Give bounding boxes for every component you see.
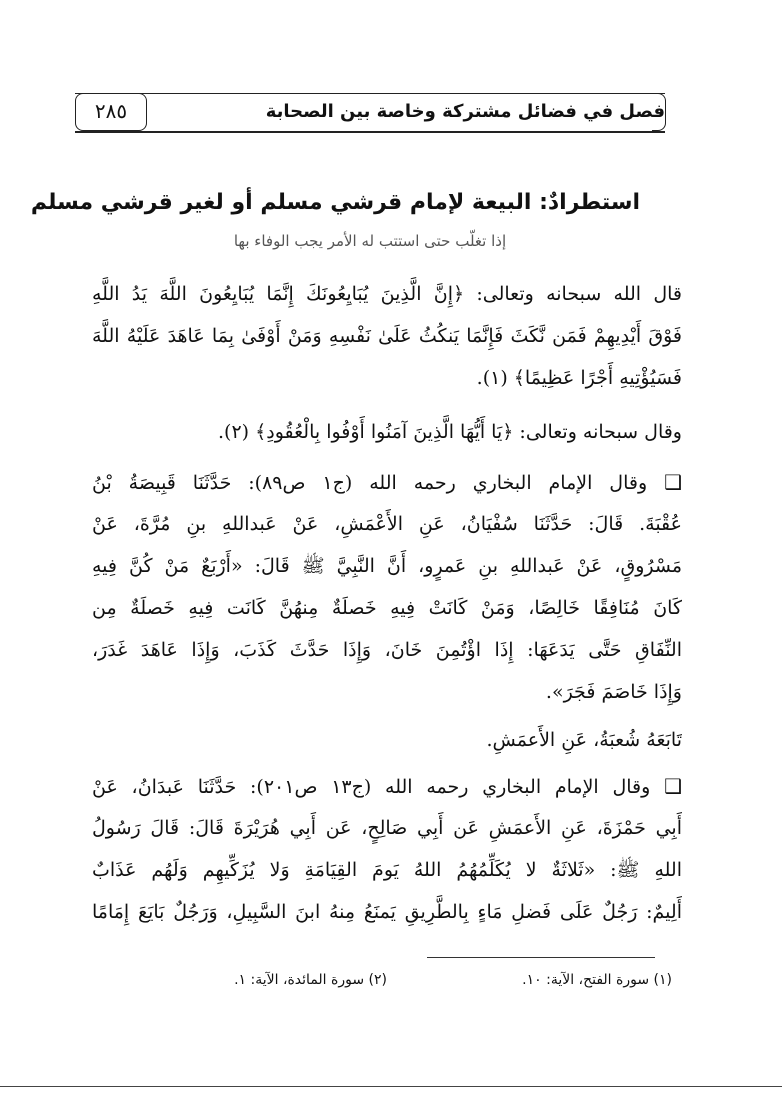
footnote-divider (427, 957, 655, 958)
footnote-2: (٢) سورة المائدة، الآية: ١. (234, 972, 387, 988)
running-header-title: فصل في فضائل مشتركة وخاصة بين الصحابة (265, 101, 665, 122)
hadith-1-line-5: النِّفَاقِ حَتَّى يَدَعَهَا: إِذَا اؤْتُمِنَ خَانَ، وَإِذَا حَدَّثَ كَذَبَ، وَإِذَا عَاهَدَ غَدَرَ، (92, 639, 682, 661)
body-line-4: وقال سبحانه وتعالى: ﴿يَا أَيُّهَا الَّذِينَ آمَنُوا أَوْفُوا بِالْعُقُودِ﴾ (٢). (217, 421, 682, 443)
hadith-1-line-1-text: وقال الإمام البخاري رحمه الله (ج١ ص٨٩): حَدَّثَنَا قَبِيصَةُ بْنُ (92, 472, 648, 494)
body-line-1: قال الله سبحانه وتعالى: ﴿إِنَّ الَّذِينَ يُبَايِعُونَكَ إِنَّمَا يُبَايِعُونَ اللَّهَ يَدُ اللَّهِ (92, 283, 682, 305)
hadith-1-line-1 (92, 462, 682, 503)
header-bracket (652, 93, 666, 131)
body-line-2: فَوْقَ أَيْدِيهِمْ فَمَن نَّكَثَ فَإِنَّمَا يَنكُثُ عَلَىٰ نَفْسِهِ وَمَنْ أَوْفَىٰ بِمَا عَاهَدَ عَلَيْهُ اللَّهَ (92, 325, 682, 347)
hadith-2-line-4: أَلِيمٌ: رَجُلٌ عَلَى فَضلِ مَاءٍ بِالطَّرِيقِ يَمنَعُ مِنهُ ابنَ السَّبِيلِ، وَرَجُلٌ بَايَعَ إِمَامًا (92, 901, 682, 923)
hadith-2-line-3: اللهِ ﷺ: «ثَلاثَةٌ لا يُكَلِّمُهُمُ اللهُ يَومَ القِيَامَةِ وَلا يُزَكِّيهِم وَلَهُم عَذَابٌ (92, 859, 682, 881)
box-marker-icon: ❑ (664, 470, 682, 494)
hadith-1-line-4: كَانَ مُنَافِقًا خَالِصًا، وَمَنْ كَانَتْ فِيهِ خَصلَةٌ مِنهُنَّ كَانَت فِيهِ خَصلَةٌ مِن (92, 597, 682, 619)
box-marker-icon: ❑ (664, 774, 682, 798)
hadith-1-follow: تَابَعَهُ شُعبَةُ، عَنِ الأَعمَشِ. (486, 729, 682, 751)
header-bottom-rule (75, 131, 665, 133)
footnote-1: (١) سورة الفتح، الآية: ١٠. (522, 972, 672, 988)
hadith-1-line-6: وَإِذَا خَاصَمَ فَجَرَ». (545, 681, 682, 703)
page-number: ٢٨٥ (75, 93, 147, 131)
header-top-rule (75, 93, 665, 94)
hadith-1-line-2: عُقْبَةَ. قَالَ: حَدَّثَنَا سُفْيَانُ، عَنِ الأَعْمَشِ، عَنْ عَبداللهِ بنِ مُرَّةَ، عَنْ (92, 513, 682, 535)
section-subtitle: إذا تغلّب حتى استتب له الأمر يجب الوفاء بها (233, 232, 507, 250)
body-line-3: فَسَيُؤْتِيهِ أَجْرًا عَظِيمًا﴾ (١). (476, 367, 682, 389)
hadith-2-line-2: أَبِي حَمْزَةَ، عَنِ الأَعمَشِ عَن أَبِي صَالِحٍ، عَن أَبِي هُرَيْرَةَ قَالَ: قَالَ رَسُولُ (92, 817, 682, 839)
section-title: استطرادٌ: البيعة لإمام قرشي مسلم أو لغير قرشي مسلم (30, 190, 640, 215)
hadith-2-line-1 (92, 766, 682, 807)
hadith-1-line-3: مَسْرُوقٍ، عَنْ عَبداللهِ بنِ عَمرٍو، أَنَّ النَّبِيَّ ﷺ قَالَ: «أَرْبَعٌ مَنْ كُنَّ فِيهِ (92, 555, 682, 577)
hadith-2-line-1-text: وقال الإمام البخاري رحمه الله (ج١٣ ص٢٠١): حَدَّثَنَا عَبدَانُ، عَنْ (92, 776, 651, 798)
page-bottom-rule (0, 1086, 782, 1087)
